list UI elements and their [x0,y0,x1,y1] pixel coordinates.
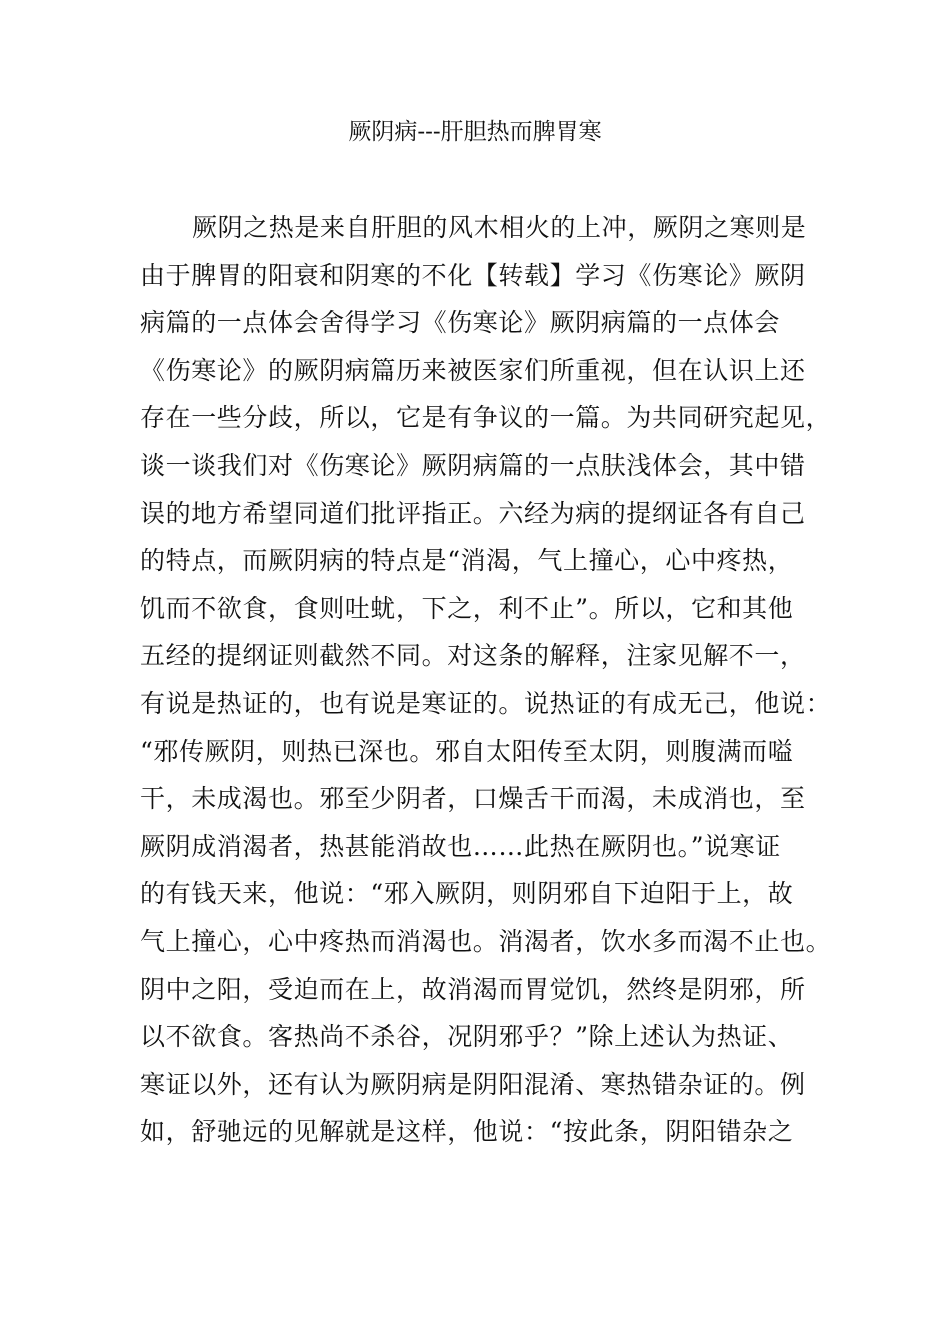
body-line: 寒证以外，还有认为厥阴病是阴阳混淆、寒热错杂证的。例 [140,1069,806,1099]
body-line: 的特点，而厥阴病的特点是“消渴，气上撞心，心中疼热， [140,546,794,576]
body-line: “邪传厥阴，则热已深也。邪自太阳传至太阴，则腹满而嗌 [140,736,794,766]
body-line: 的有钱天来，他说：“邪入厥阴，则阴邪自下迫阳于上，故 [140,879,794,909]
body-line: 如，舒驰远的见解就是这样，他说：“按此条，阴阳错杂之 [140,1117,794,1147]
body-line: 由于脾胃的阳衰和阴寒的不化【转载】学习《伤寒论》厥阴 [140,260,806,290]
body-line: 误的地方希望同道们批评指正。六经为病的提纲证各有自己 [140,498,806,528]
body-line: 厥阴之热是来自肝胆的风木相火的上冲，厥阴之寒则是 [192,213,807,242]
body-line: 五经的提纲证则截然不同。对这条的解释，注家见解不一， [140,641,806,671]
document-title: 厥阴病---肝胆热而脾胃寒 [348,119,602,145]
body-line: 饥而不欲食，食则吐蚘，下之，利不止”。所以，它和其他 [140,593,794,623]
body-line: 有说是热证的，也有说是寒证的。说热证的有成无己，他说： [140,688,832,718]
body-line: 阴中之阳，受迫而在上，故消渴而胃觉饥，然终是阴邪，所 [140,974,806,1004]
body-line: 厥阴成消渴者，热甚能消故也……此热在厥阴也。”说寒证 [140,831,781,861]
body-line: 《伤寒论》的厥阴病篇历来被医家们所重视，但在认识上还 [140,355,806,385]
document-body [140,204,840,1156]
body-line: 干，未成渴也。邪至少阴者，口燥舌干而渴，未成消也，至 [140,784,806,814]
body-line: 谈一谈我们对《伤寒论》厥阴病篇的一点肤浅体会，其中错 [140,450,806,480]
body-line: 存在一些分歧，所以，它是有争议的一篇。为共同研究起见， [140,403,832,433]
body-line: 以不欲食。客热尚不杀谷，况阴邪乎？”除上述认为热证、 [140,1022,794,1052]
body-line: 气上撞心，心中疼热而消渴也。消渴者，饮水多而渴不止也。 [140,926,832,956]
body-line: 病篇的一点体会舍得学习《伤寒论》厥阴病篇的一点体会 [140,308,781,338]
